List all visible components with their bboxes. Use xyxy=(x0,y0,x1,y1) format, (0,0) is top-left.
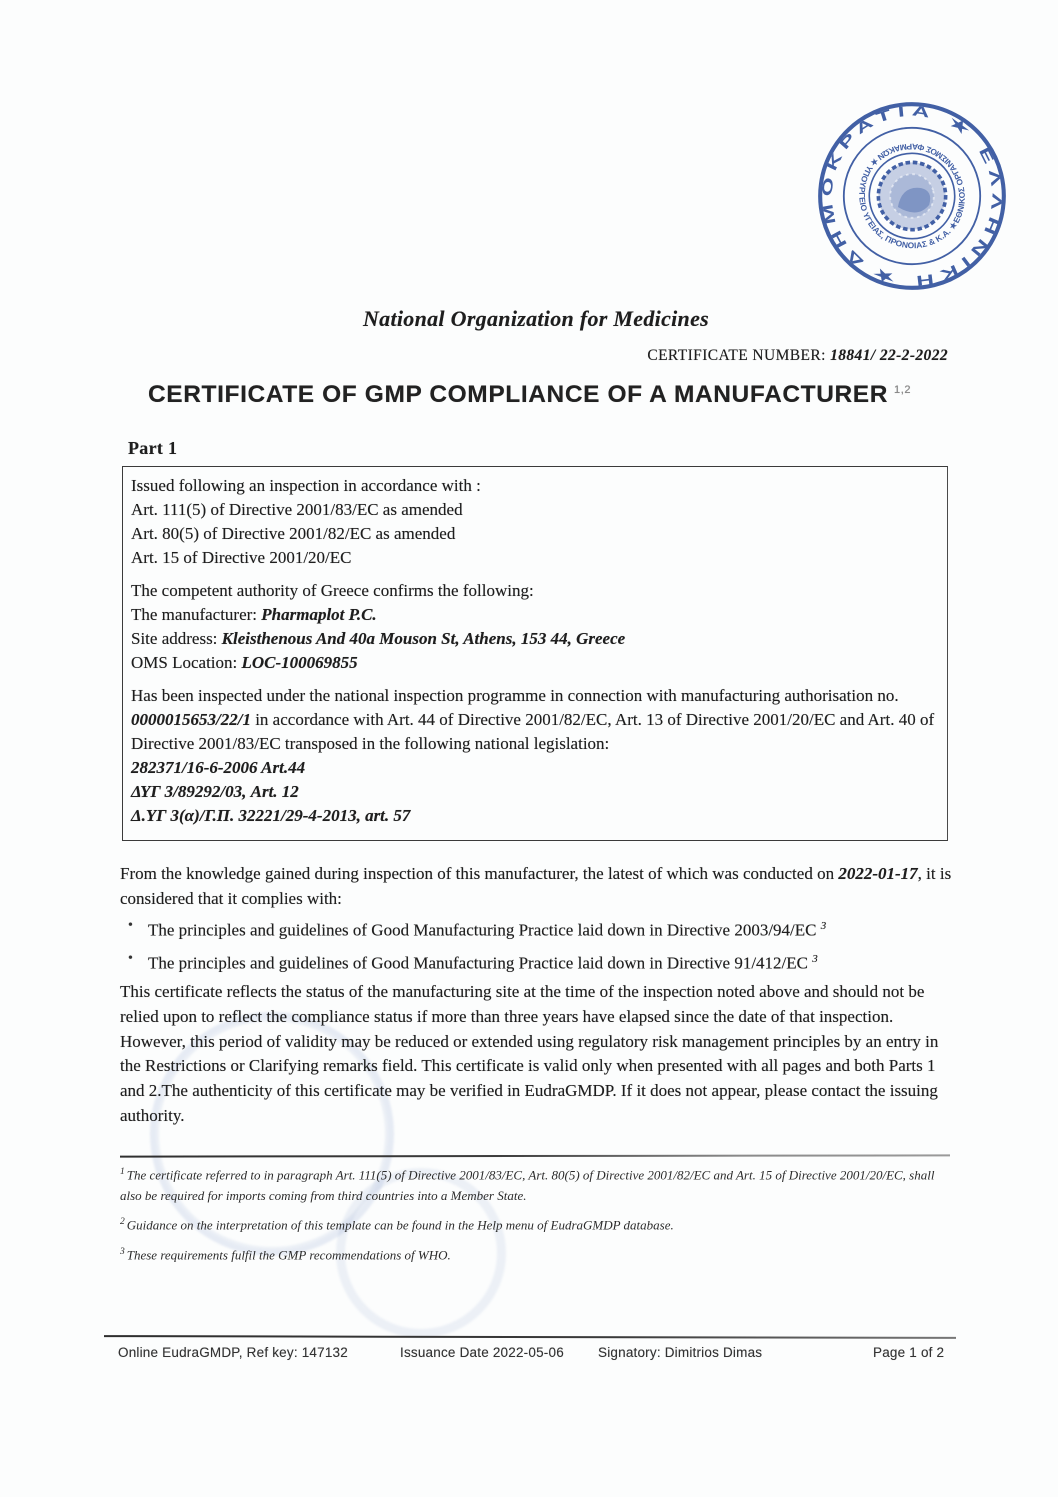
footer-page-number: Page 1 of 2 xyxy=(873,1345,945,1360)
footnote-text: The certificate referred to in paragraph Art. 111(5) of Directive 2001/83/EC, Art. 80(5) of Directive 2001/82/EC and Art. 15 of Directive 2001/20/EC, shall also be required for imports coming from third countries into a Member State. xyxy=(120,1167,935,1204)
footnote xyxy=(120,1212,956,1235)
knowledge-text: From the knowledge gained during inspection of this manufacturer, the latest of which was conducted on xyxy=(120,864,839,883)
knowledge-paragraph xyxy=(120,862,956,911)
footer-issuance-date: Issuance Date 2022-05-06 xyxy=(400,1345,564,1360)
footnote-text: These requirements fulfil the GMP recommendations of WHO. xyxy=(126,1246,451,1262)
footnotes-section xyxy=(120,1162,956,1271)
authority-paragraph xyxy=(131,579,937,675)
inspected-text: in accordance with Art. 44 of Directive 2001/82/EC, Art. 13 of Directive 2001/20/EC and Art. 40 of Directive 2001/83/EC transposed in the following national legislation: xyxy=(131,710,935,753)
document-title-text: CERTIFICATE OF GMP COMPLIANCE OF A MANUFACTURER xyxy=(148,381,889,408)
compliance-bullet-list xyxy=(126,912,956,977)
bullet-text: The principles and guidelines of Good Manufacturing Practice laid down in Directive 91/412/EC xyxy=(148,953,808,973)
footnote-ref: 3 xyxy=(820,920,827,932)
bullet-item xyxy=(126,912,956,945)
inspected-paragraph xyxy=(131,684,937,828)
inspection-box xyxy=(122,466,948,841)
legislation-line: 282371/16-6-2006 Art.44 xyxy=(131,758,306,777)
footer-signatory: Signatory: Dimitrios Dimas xyxy=(598,1345,763,1360)
seal-outer-text: ΔΗΜΟΚΡΑΤΙΑ ★ ΕΛΛΗΝΙΚΗ ★ xyxy=(818,102,1006,290)
manufacturer-name: Pharmaplot P.C. xyxy=(261,605,377,624)
document-title xyxy=(148,381,1028,409)
footnote xyxy=(120,1242,956,1265)
oms-location-line xyxy=(131,651,937,675)
legislation-line: ΔΥΓ 3/89292/03, Art. 12 xyxy=(131,782,299,801)
article-line: Art. 111(5) of Directive 2001/83/EC as amended xyxy=(131,500,463,519)
bullet-item xyxy=(126,945,956,978)
validity-paragraph: This certificate reflects the status of the manufacturing site at the time of the inspection noted above and should not be relied upon to reflect the compliance status if more than three years have elapsed since the date of that inspection. However, this period of validity may be reduced or extended using regulatory risk management principles by an entry in the Restrictions or Clarifying remarks field. This certificate is valid only when presented with all pages and both Parts 1 and 2.The authenticity of this certificate may be verified in EudraGMDP. If it does not appear, please contact the issuing authority. xyxy=(120,982,939,1125)
org-title: National Organization for Medicines xyxy=(362,306,710,331)
manufacturer-line xyxy=(131,603,937,627)
oms-location-value: LOC-100069855 xyxy=(241,653,358,672)
article-line: Art. 80(5) of Directive 2001/82/EC as amended xyxy=(131,524,456,543)
footnote-number: 2 xyxy=(120,1217,125,1228)
seal-center-emblem xyxy=(871,155,953,237)
official-seal-stamp xyxy=(791,75,1033,317)
inspection-date: 2022-01-17 xyxy=(838,864,918,883)
footnote-number: 1 xyxy=(120,1167,125,1177)
site-address-label: Site address: xyxy=(131,629,222,648)
site-address-line xyxy=(131,627,937,651)
issued-intro-line: Issued following an inspection in accordance with : xyxy=(131,476,481,495)
footer-divider xyxy=(104,1335,956,1339)
authorisation-number: 0000015653/22/1 xyxy=(131,710,251,729)
footnote-divider xyxy=(120,1154,950,1157)
manufacturer-label: The manufacturer: xyxy=(131,605,262,624)
authority-line: The competent authority of Greece confirms the following: xyxy=(131,581,534,600)
oms-location-label: OMS Location: xyxy=(131,653,242,672)
article-line: Art. 15 of Directive 2001/20/EC xyxy=(131,548,352,567)
footnote-text: Guidance on the interpretation of this template can be found in the Help menu of EudraGMDP database. xyxy=(126,1217,674,1233)
certificate-number-value: 18841/ 22-2-2022 xyxy=(830,347,948,364)
footer-ref-key: Online EudraGMDP, Ref key: 147132 xyxy=(118,1345,348,1360)
footnote xyxy=(120,1162,956,1206)
legislation-line: Δ.ΥΓ 3(α)/Γ.Π. 32221/29-4-2013, art. 57 xyxy=(131,806,411,825)
knowledge-text: , it is considered that it complies with: xyxy=(120,864,952,908)
issued-paragraph xyxy=(131,474,937,570)
footnote-ref: 3 xyxy=(812,952,818,965)
part-label: Part 1 xyxy=(128,438,178,458)
seal-icon xyxy=(791,75,1033,317)
footnote-number: 3 xyxy=(120,1246,125,1257)
seal-inner-text: ΕΘΝΙΚΟΣ ΟΡΓΑΝΙΣΜΟΣ ΦΑΡΜΑΚΩΝ ★ ΥΠΟΥΡΓΕΙΟ ΥΓΕΙΑΣ, ΠΡΟΝΟΙΑΣ & Κ.Α. ★ xyxy=(857,141,967,251)
site-address-value: Kleisthenous And 40a Mouson St, Athens, 153 44, Greece xyxy=(221,629,626,648)
certificate-number-line xyxy=(120,347,948,365)
bullet-text: The principles and guidelines of Good Manufacturing Practice laid down in Directive 2003/94/EC xyxy=(148,920,817,940)
title-footnote-refs: 1,2 xyxy=(894,383,912,396)
inspected-text: Has been inspected under the national inspection programme in connection with manufacturing authorisation no. xyxy=(131,686,899,705)
certificate-number-label: CERTIFICATE NUMBER: xyxy=(647,347,826,364)
